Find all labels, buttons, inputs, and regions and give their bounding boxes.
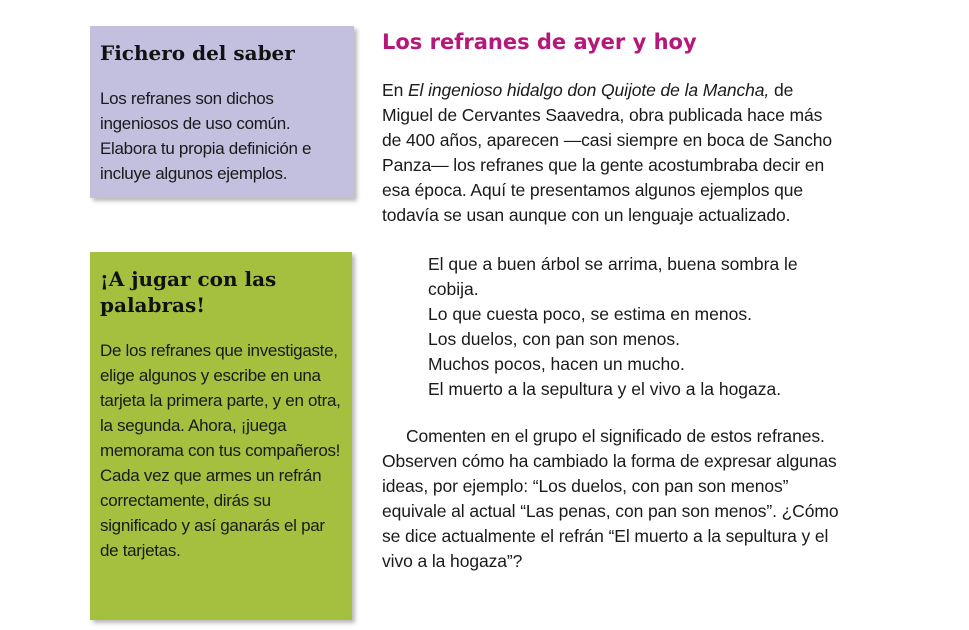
refran-item: Muchos pocos, hacen un mucho.: [428, 354, 685, 374]
refranes-list: [428, 252, 842, 402]
article-title: Los refranes de ayer y hoy: [382, 30, 697, 54]
refran-item: Los duelos, con pan son menos.: [428, 329, 680, 349]
fichero-del-saber-box: [90, 26, 354, 198]
book-title: El ingenioso hidalgo don Quijote de la Mancha,: [407, 80, 770, 100]
intro-paragraph: [382, 78, 842, 228]
intro-prefix: En: [382, 80, 408, 100]
fichero-text: Los refranes son dichos ingeniosos de uso común. Elabora tu propia definición e incluye algunos ejemplos.: [100, 89, 312, 183]
discussion-paragraph: Comenten en el grupo el significado de estos refranes. Observen cómo ha cambiado la forma de expresar algunas ideas, por ejemplo: “Los duelos, con pan son menos” equivale al actual “Las penas, con pan son menos”. ¿Cómo se dice actualmente el refrán “El muerto a la sepultura y el vivo a la hogaza”?: [382, 426, 839, 571]
refran-item: El muerto a la sepultura y el vivo a la hogaza.: [428, 379, 782, 399]
fichero-title: Fichero del saber: [100, 41, 295, 65]
article: [382, 28, 842, 574]
intro-rest: de Miguel de Cervantes Saavedra, obra publicada hace más de 400 años, aparecen —casi siempre en boca de Sancho Panza— los refranes que la gente acostumbraba decir en esa época. Aquí te presentamos algunos ejemplos que todavía se usan aunque con un lenguaje actualizado.: [382, 80, 832, 225]
refran-item: El que a buen árbol se arrima, buena sombra le cobija.: [428, 254, 798, 299]
refran-item: Lo que cuesta poco, se estima en menos.: [428, 304, 752, 324]
jugar-title: ¡A jugar con las palabras!: [100, 267, 277, 317]
a-jugar-box: [90, 252, 352, 620]
jugar-text: De los refranes que investigaste, elige algunos y escribe en una tarjeta la primera parte, y en otra, la segunda. Ahora, ¡juega memorama con tus compañeros! Cada vez que armes un refrán correctamente, dirás su significado y así ganarás el par de tarjetas.: [100, 341, 341, 560]
